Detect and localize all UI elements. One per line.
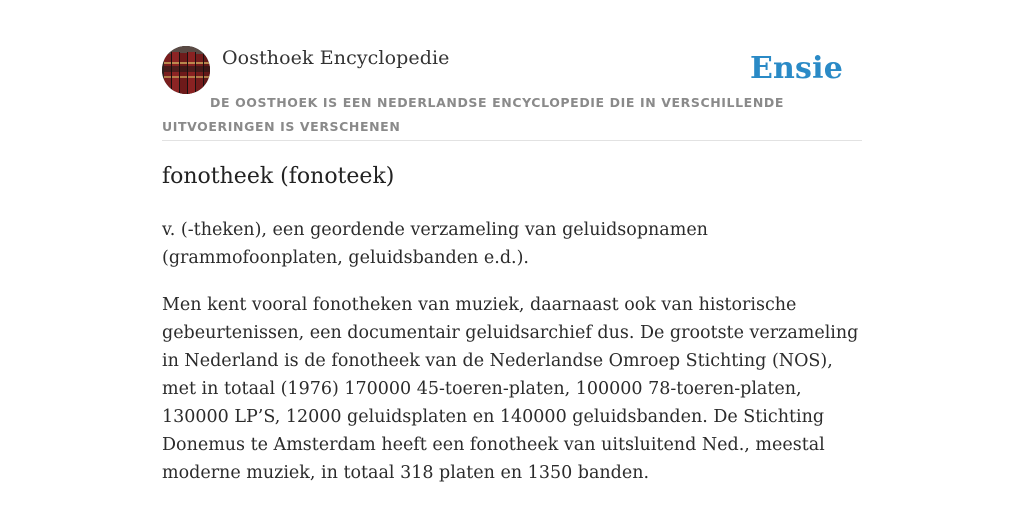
entry-paragraph: Men kent vooral fonotheken van muziek, daarnaast ook van historische gebeurtenissen, een documentair geluidsarchief dus. De grootste verzameling in Nederland is de fonotheek van de Nederlandse Omroep Stichting (NOS), met in totaal (1976) 170000 45-toeren-platen, 100000 78-toeren-platen, 130000 LP’S, 12000 geluidsplaten en 140000 geluidsbanden. De Stichting Donemus te Amsterdam heeft een fonotheek van uitsluitend Ned., meestal moderne muziek, in totaal 318 platen en 1350 banden. [162,295,859,483]
entry-header [162,46,862,141]
source-description: DE OOSTHOEK IS EEN NEDERLANDSE ENCYCLOPEDIE DIE IN VERSCHILLENDE UITVOERINGEN IS VERSCHENEN [162,95,784,134]
entry-paragraph: v. (-theken), een geordende verzameling van geluidsopnamen (grammofoonplaten, geluidsbanden e.d.). [162,220,708,268]
entry-headword: fonotheek (fonoteek) [162,164,395,189]
source-title[interactable]: Oosthoek Encyclopedie [222,47,450,69]
encyclopedia-books-icon[interactable] [162,46,210,94]
brand-logo[interactable]: Ensie [749,51,843,86]
